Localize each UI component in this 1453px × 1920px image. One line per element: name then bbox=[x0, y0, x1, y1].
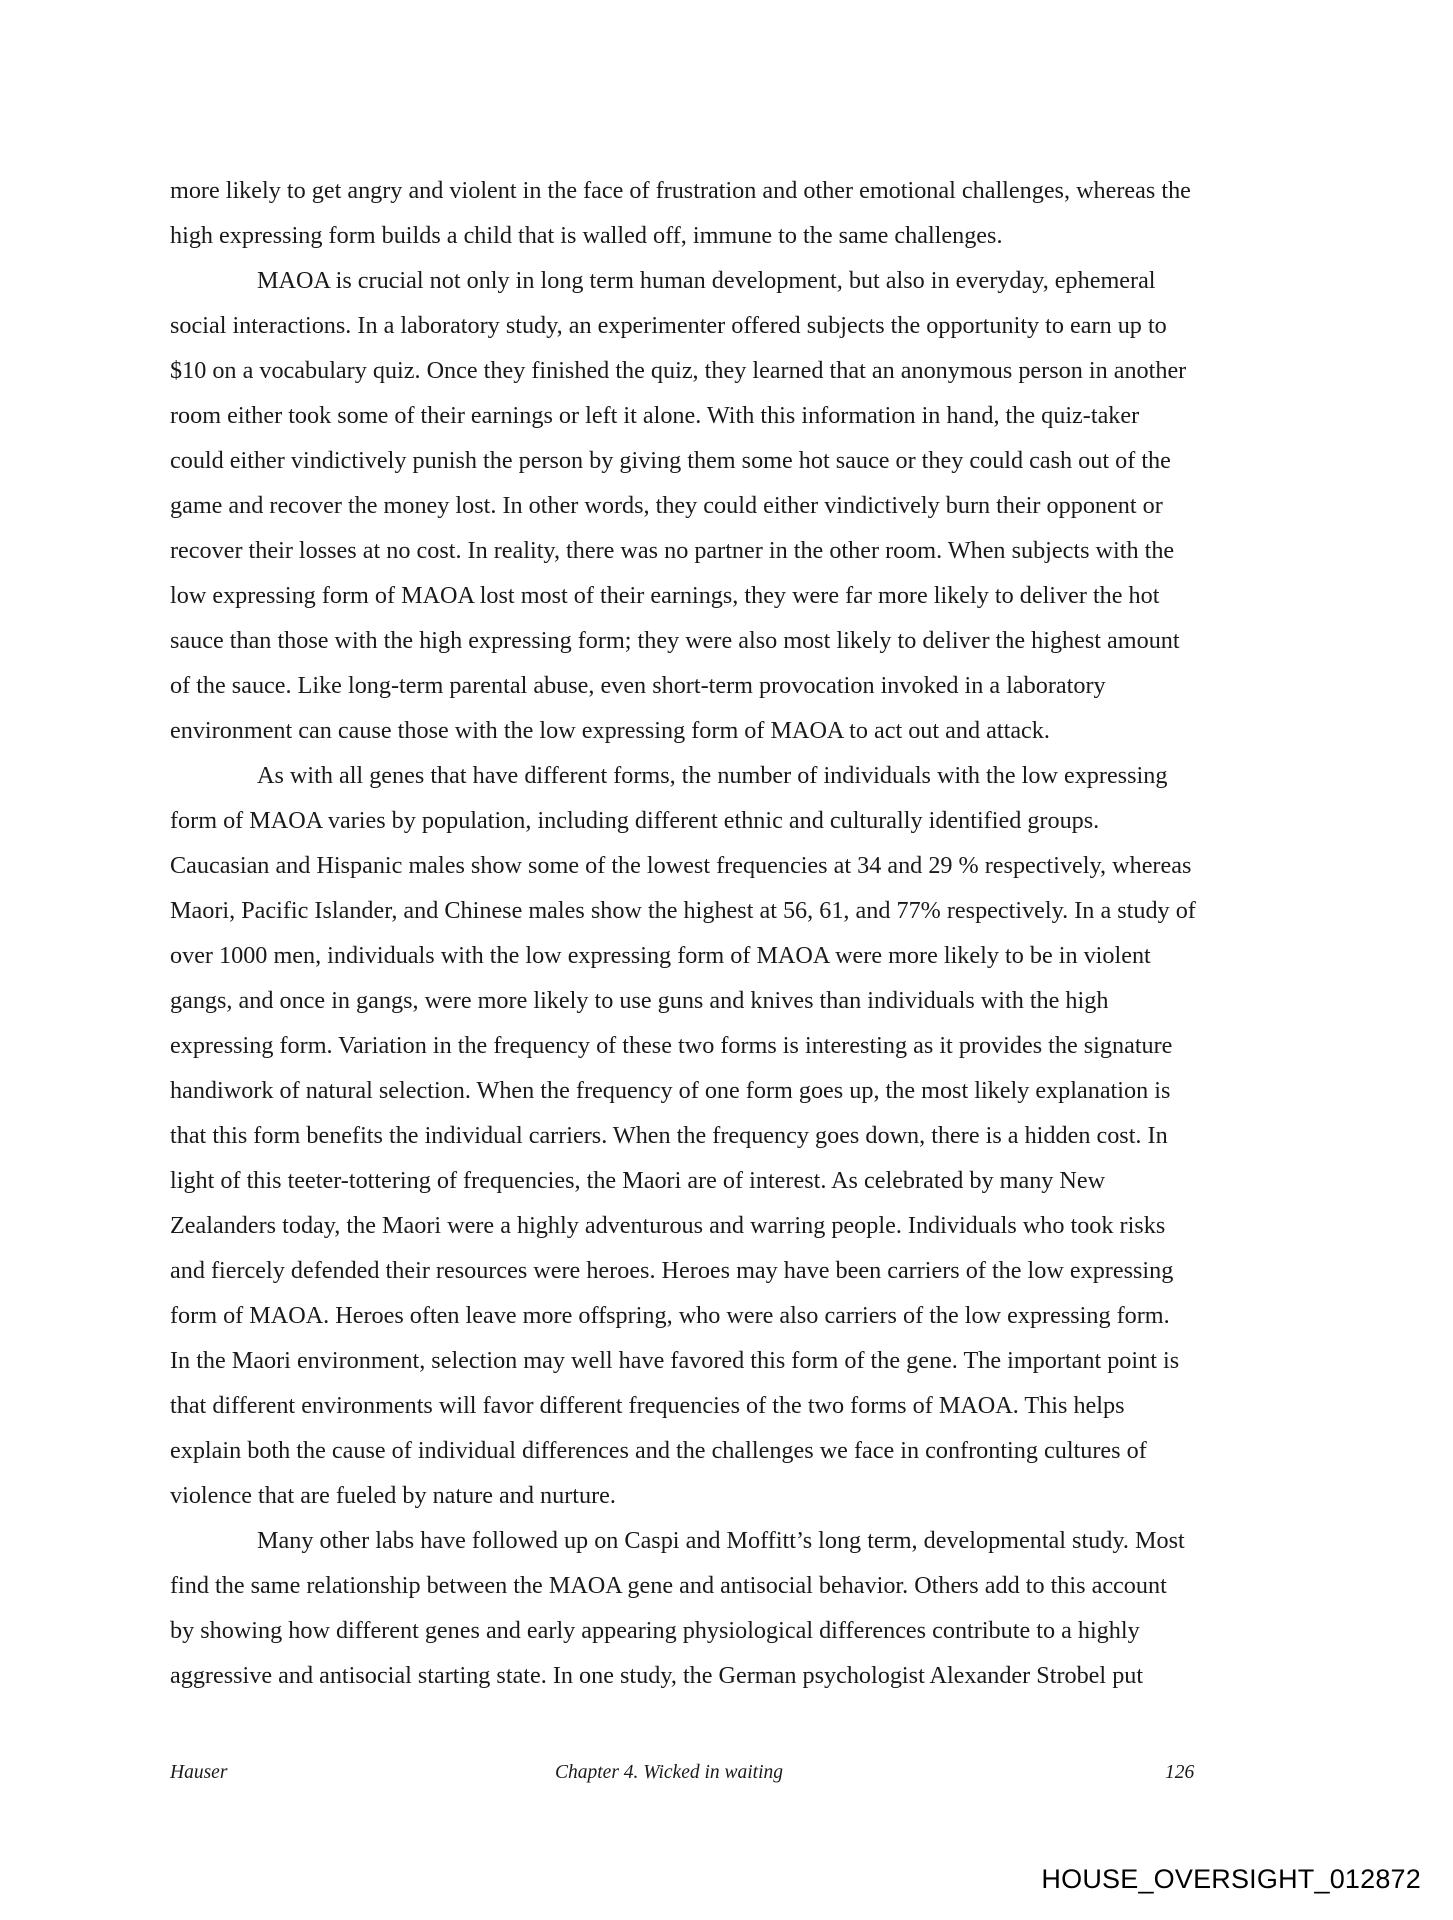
text-line: and fiercely defended their resources were heroes. Heroes may have been carriers of the low expressing bbox=[170, 1257, 1174, 1284]
text-line: that different environments will favor different frequencies of the two forms of MAOA. This helps bbox=[170, 1392, 1125, 1419]
footer-chapter-title: Chapter 4. Wicked in waiting bbox=[555, 1762, 784, 1783]
text-line: form of MAOA. Heroes often leave more offspring, who were also carriers of the low expressing form. bbox=[170, 1302, 1170, 1329]
text-line: social interactions. In a laboratory study, an experimenter offered subjects the opportunity to earn up to bbox=[170, 312, 1167, 339]
text-line: that this form benefits the individual carriers. When the frequency goes down, there is a hidden cost. In bbox=[170, 1122, 1168, 1149]
text-line: sauce than those with the high expressing form; they were also most likely to deliver the highest amount bbox=[170, 627, 1180, 654]
page-footer bbox=[0, 1762, 1453, 1792]
text-line: Caucasian and Hispanic males show some of the lowest frequencies at 34 and 29 % respectively, whereas bbox=[170, 852, 1192, 879]
text-line: In the Maori environment, selection may well have favored this form of the gene. The important point is bbox=[170, 1347, 1180, 1374]
paragraph-first-line: Many other labs have followed up on Caspi and Moffitt’s long term, developmental study. Most bbox=[257, 1527, 1185, 1554]
text-line: aggressive and antisocial starting state. In one study, the German psychologist Alexander Strobel put bbox=[170, 1662, 1144, 1689]
text-line: by showing how different genes and early appearing physiological differences contribute to a highly bbox=[170, 1617, 1140, 1644]
footer-page-number: 126 bbox=[1165, 1762, 1195, 1783]
text-line: recover their losses at no cost. In reality, there was no partner in the other room. When subjects with the bbox=[170, 537, 1175, 564]
text-line: $10 on a vocabulary quiz. Once they finished the quiz, they learned that an anonymous person in another bbox=[170, 357, 1187, 384]
footer-author: Hauser bbox=[170, 1762, 228, 1783]
text-line: high expressing form builds a child that is walled off, immune to the same challenges. bbox=[170, 222, 1003, 249]
paragraph-first-line: MAOA is crucial not only in long term human development, but also in everyday, ephemeral bbox=[257, 267, 1156, 294]
text-line: Zealanders today, the Maori were a highly adventurous and warring people. Individuals who took risks bbox=[170, 1212, 1166, 1239]
text-line: low expressing form of MAOA lost most of their earnings, they were far more likely to deliver the hot bbox=[170, 582, 1160, 609]
paragraph-first-line: As with all genes that have different forms, the number of individuals with the low expressing bbox=[257, 762, 1168, 789]
body-text bbox=[170, 168, 1290, 1698]
text-line: room either took some of their earnings or left it alone. With this information in hand, the quiz-taker bbox=[170, 402, 1140, 429]
text-line: gangs, and once in gangs, were more likely to use guns and knives than individuals with the high bbox=[170, 987, 1109, 1014]
text-line: environment can cause those with the low expressing form of MAOA to act out and attack. bbox=[170, 717, 1050, 744]
text-line: find the same relationship between the MAOA gene and antisocial behavior. Others add to this account bbox=[170, 1572, 1167, 1599]
text-line: form of MAOA varies by population, including different ethnic and culturally identified groups. bbox=[170, 807, 1100, 834]
text-line: Maori, Pacific Islander, and Chinese males show the highest at 56, 61, and 77% respectively. In a study of bbox=[170, 897, 1196, 924]
text-line: more likely to get angry and violent in the face of frustration and other emotional challenges, whereas the bbox=[170, 177, 1191, 204]
text-line: handiwork of natural selection. When the frequency of one form goes up, the most likely explanation is bbox=[170, 1077, 1171, 1104]
text-line: could either vindictively punish the person by giving them some hot sauce or they could cash out of the bbox=[170, 447, 1171, 474]
text-line: light of this teeter-tottering of frequencies, the Maori are of interest. As celebrated by many New bbox=[170, 1167, 1106, 1194]
text-line: expressing form. Variation in the frequency of these two forms is interesting as it provides the signature bbox=[170, 1032, 1173, 1059]
bates-stamp: HOUSE_OVERSIGHT_012872 bbox=[1041, 1864, 1421, 1894]
text-line: of the sauce. Like long-term parental abuse, even short-term provocation invoked in a laboratory bbox=[170, 672, 1106, 699]
text-line: explain both the cause of individual differences and the challenges we face in confronting cultures of bbox=[170, 1437, 1147, 1464]
text-line: over 1000 men, individuals with the low expressing form of MAOA were more likely to be in violent bbox=[170, 942, 1151, 969]
text-line: game and recover the money lost. In other words, they could either vindictively burn their opponent or bbox=[170, 492, 1163, 519]
text-line: violence that are fueled by nature and nurture. bbox=[170, 1482, 616, 1509]
